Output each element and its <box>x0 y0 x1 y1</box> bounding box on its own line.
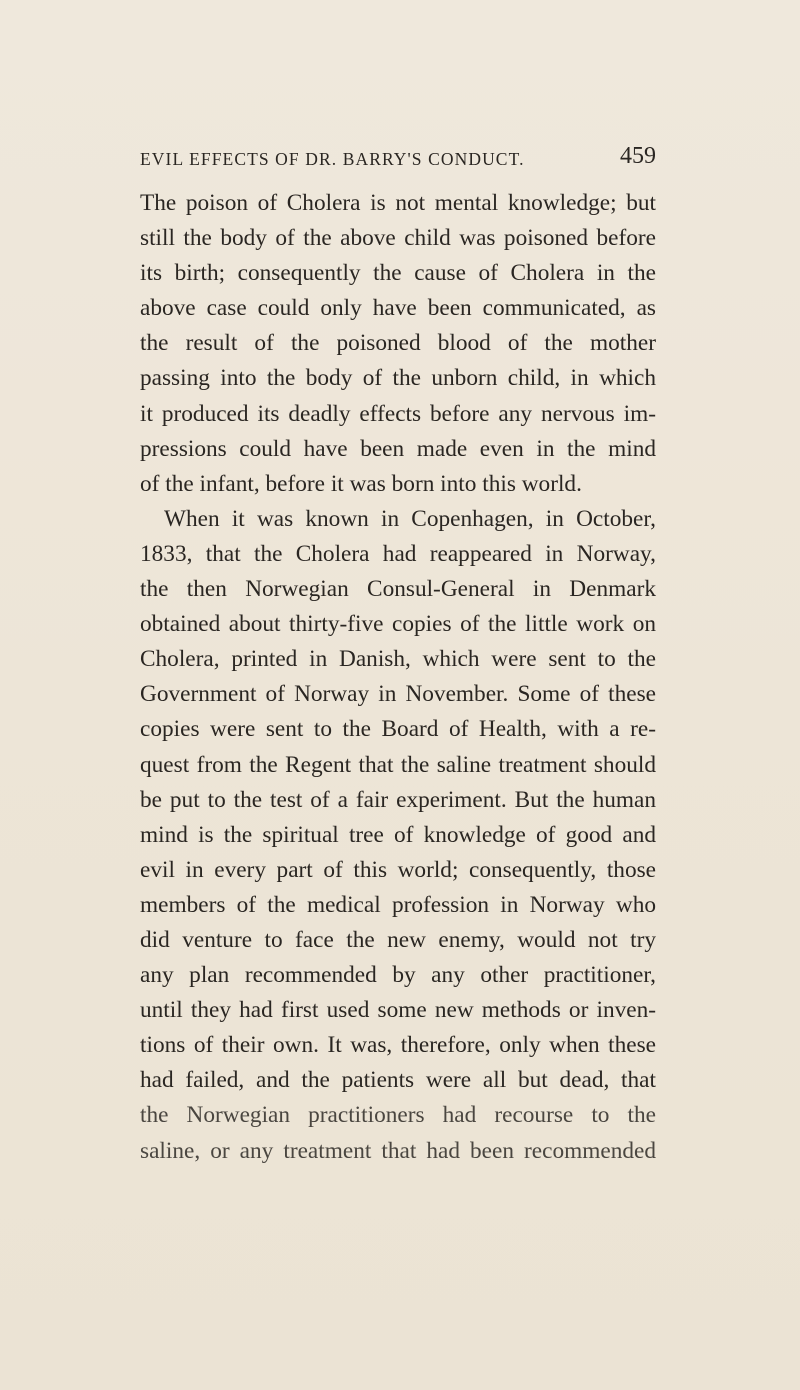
text-line: the then Norwegian Consul-General in Denmark <box>140 576 656 603</box>
text-line: still the body of the above child was poisoned before <box>140 225 656 252</box>
text-line: quest from the Regent that the saline treatment should <box>140 751 656 778</box>
running-title: EVIL EFFECTS OF DR. BARRY'S CONDUCT. <box>140 149 525 169</box>
text-line: above case could only have been communicated, as <box>140 295 656 322</box>
text-line: evil in every part of this world; consequently, those <box>140 856 656 883</box>
text-line: 1833, that the Cholera had reappeared in Norway, <box>140 540 656 567</box>
text-line: Cholera, printed in Danish, which were sent to the <box>140 646 656 673</box>
text-line: obtained about thirty-five copies of the little work on <box>140 611 656 638</box>
text-line: passing into the body of the unborn child, in which <box>140 365 656 392</box>
text-line: it produced its deadly effects before any nervous im- <box>140 400 656 427</box>
text-line: members of the medical profession in Norway who <box>140 891 656 918</box>
text-line: until they had first used some new methods or inven- <box>140 997 656 1024</box>
text-line: tions of their own. It was, therefore, only when these <box>140 1032 656 1059</box>
paragraph-1 <box>140 186 656 502</box>
text-line: pressions could have been made even in the mind <box>140 435 656 462</box>
text-line: any plan recommended by any other practitioner, <box>140 962 656 989</box>
text-line: the Norwegian practitioners had recourse to the <box>140 1102 656 1129</box>
text-line: copies were sent to the Board of Health, with a re- <box>140 716 656 743</box>
page-number: 459 <box>620 143 656 169</box>
running-head <box>140 143 656 173</box>
text-line: The poison of Cholera is not mental knowledge; but <box>140 190 656 216</box>
text-line: the result of the poisoned blood of the mother <box>140 330 656 357</box>
text-line: When it was known in Copenhagen, in October, <box>164 505 656 532</box>
text-line: Government of Norway in November. Some of these <box>140 681 656 708</box>
text-line: did venture to face the new enemy, would not try <box>140 926 656 953</box>
body-text <box>140 186 656 1169</box>
text-line: saline, or any treatment that had been recommended <box>140 1137 656 1164</box>
text-line: of the infant, before it was born into this world. <box>140 470 582 497</box>
paragraph-2 <box>140 502 656 1169</box>
text-line: be put to the test of a fair experiment. But the human <box>140 786 656 813</box>
text-line: mind is the spiritual tree of knowledge of good and <box>140 821 656 848</box>
text-line: its birth; consequently the cause of Cholera in the <box>140 260 656 287</box>
text-line: had failed, and the patients were all but dead, that <box>140 1067 656 1094</box>
